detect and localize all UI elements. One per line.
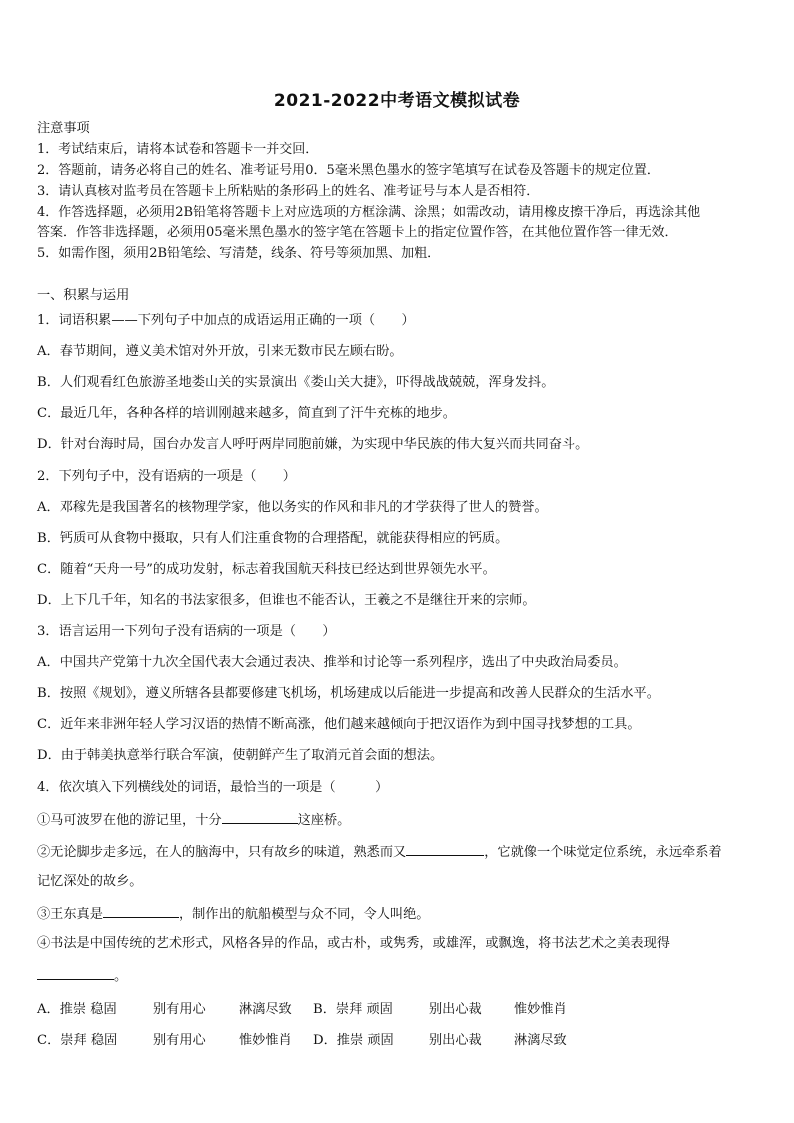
answer-blank-3 xyxy=(103,904,179,918)
q4-sentence-3 xyxy=(37,904,430,924)
q2-option-a: A．邓稼先是我国著名的核物理学家，他以务实的作风和非凡的才学获得了世人的赞誉。 xyxy=(37,500,548,515)
q4-sentence-2-cont: 记忆深处的故乡。 xyxy=(37,874,143,889)
q4-sentence-2 xyxy=(37,842,722,862)
q2-option-b: B．钙质可从食物中摄取，只有人们注重食物的合理搭配，就能获得相应的钙质。 xyxy=(37,531,509,546)
answer-blank-1 xyxy=(222,810,298,824)
q4-option-a-words: A．推崇 稳固 xyxy=(37,1002,117,1017)
q4-option-d-word3: 别出心裁 xyxy=(429,1033,482,1048)
notice-item-4: 4．作答选择题，必须用2B铅笔将答题卡上对应选项的方框涂满、涂黑；如需改动，请用橡皮擦干净后，再选涂其他 xyxy=(37,205,701,220)
q4-s3-text-end: ，制作出的航船模型与众不同，令人叫绝。 xyxy=(178,907,430,922)
q4-option-d-words: D．推崇 顽固 xyxy=(313,1033,394,1048)
exam-title: 2021-2022中考语文模拟试卷 xyxy=(273,91,521,111)
q3-stem: 3．语言运用一下列句子没有语病的一项是（ ） xyxy=(37,624,336,639)
answer-blank-2 xyxy=(406,842,484,856)
q2-stem: 2．下列句子中，没有语病的一项是（ ） xyxy=(37,469,296,484)
q4-option-a-word4: 淋漓尽致 xyxy=(239,1002,292,1017)
q4-option-b-word3: 别出心裁 xyxy=(429,1002,482,1017)
q4-option-b-word4: 惟妙惟肖 xyxy=(514,1002,567,1017)
q4-s1-text-end: 这座桥。 xyxy=(297,813,351,828)
notice-item-3: 3．请认真核对监考员在答题卡上所粘贴的条形码上的姓名、准考证号与本人是否相符． xyxy=(37,184,540,199)
q1-option-c: C．最近几年，各种各样的培训刚越来越多，简直到了汗牛充栋的地步。 xyxy=(37,406,456,421)
q4-stem: 4．依次填入下列横线处的词语，最恰当的一项是（ ） xyxy=(37,780,389,795)
q1-option-b: B．人们观看红色旅游圣地娄山关的实景演出《娄山关大捷》，吓得战战兢兢，浑身发抖。 xyxy=(37,375,555,390)
q1-option-d: D．针对台海时局，国台办发言人呼吁两岸同胞前嫌，为实现中华民族的伟大复兴而共同奋斗。 xyxy=(37,437,589,452)
q3-option-a: A．中国共产党第十九次全国代表大会通过表决、推举和讨论等一系列程序，选出了中央政治局委员。 xyxy=(37,655,627,670)
q4-s2-text: ②无论脚步走多远，在人的脑海中，只有故乡的味道，熟悉而又 xyxy=(37,845,407,860)
q4-option-b-words: B．崇拜 顽固 xyxy=(313,1002,393,1017)
q4-option-c-word3: 别有用心 xyxy=(153,1033,206,1048)
notice-item-5: 5．如需作图，须用2B铅笔绘、写清楚，线条、符号等须加黑、加粗． xyxy=(37,246,441,261)
section-heading: 一、积累与运用 xyxy=(37,288,130,303)
q4-sentence-4: ④书法是中国传统的艺术形式，风格各异的作品，或古朴，或隽秀，或雄浑，或飘逸，将书法艺术之美表现得 xyxy=(37,936,670,951)
notice-item-1: 1．考试结束后，请将本试卷和答题卡一并交回． xyxy=(37,142,319,157)
q2-option-c: C．随着“天舟一号”的成功发射，标志着我国航天科技已经达到世界领先水平。 xyxy=(37,562,496,577)
q4-s2-text-end: ，它就像一个味觉定位系统，永远牵系着 xyxy=(484,845,722,860)
answer-blank-4 xyxy=(37,966,114,980)
notice-item-2: 2．答题前，请务必将自己的姓名、准考证号用0．5毫米黑色墨水的签字笔填写在试卷及答题卡的规定位置． xyxy=(37,163,660,178)
q4-s1-text: ①马可波罗在他的游记里，十分 xyxy=(37,813,222,828)
q4-sentence-1 xyxy=(37,810,350,830)
q4-option-c-word4: 惟妙惟肖 xyxy=(239,1033,292,1048)
notice-heading: 注意事项 xyxy=(37,121,90,136)
q4-option-a-word3: 别有用心 xyxy=(153,1002,206,1017)
q3-option-d: D．由于韩美执意举行联合军演，使朝鲜产生了取消元首会面的想法。 xyxy=(37,748,444,763)
q2-option-d: D．上下几千年，知名的书法家很多，但谁也不能否认，王羲之不是继往开来的宗师。 xyxy=(37,593,536,608)
notice-item-4-cont: 答案．作答非选择题，必须用05毫米黑色墨水的签字笔在答题卡上的指定位置作答，在其他位置作答一律无效． xyxy=(37,225,678,240)
q1-stem: 1．词语积累——下列句子中加点的成语运用正确的一项（ ） xyxy=(37,313,415,328)
q4-s3-text: ③王东真是 xyxy=(37,907,103,922)
q4-s4-end: 。 xyxy=(114,969,128,984)
q4-option-d-word4: 淋漓尽致 xyxy=(514,1033,567,1048)
q3-option-c: C．近年来非洲年轻人学习汉语的热情不断高涨，他们越来越倾向于把汉语作为到中国寻找梦想的工具。 xyxy=(37,717,641,732)
q3-option-b: B．按照《规划》，遵义所辖各县都要修建飞机场，机场建成以后能进一步提高和改善人民群众的生活水平。 xyxy=(37,686,660,701)
q4-option-c-words: C．崇拜 稳固 xyxy=(37,1033,118,1048)
q1-option-a: A．春节期间，遵义美术馆对外开放，引来无数市民左顾右盼。 xyxy=(37,344,403,359)
q4-sentence-4-cont xyxy=(37,966,127,986)
